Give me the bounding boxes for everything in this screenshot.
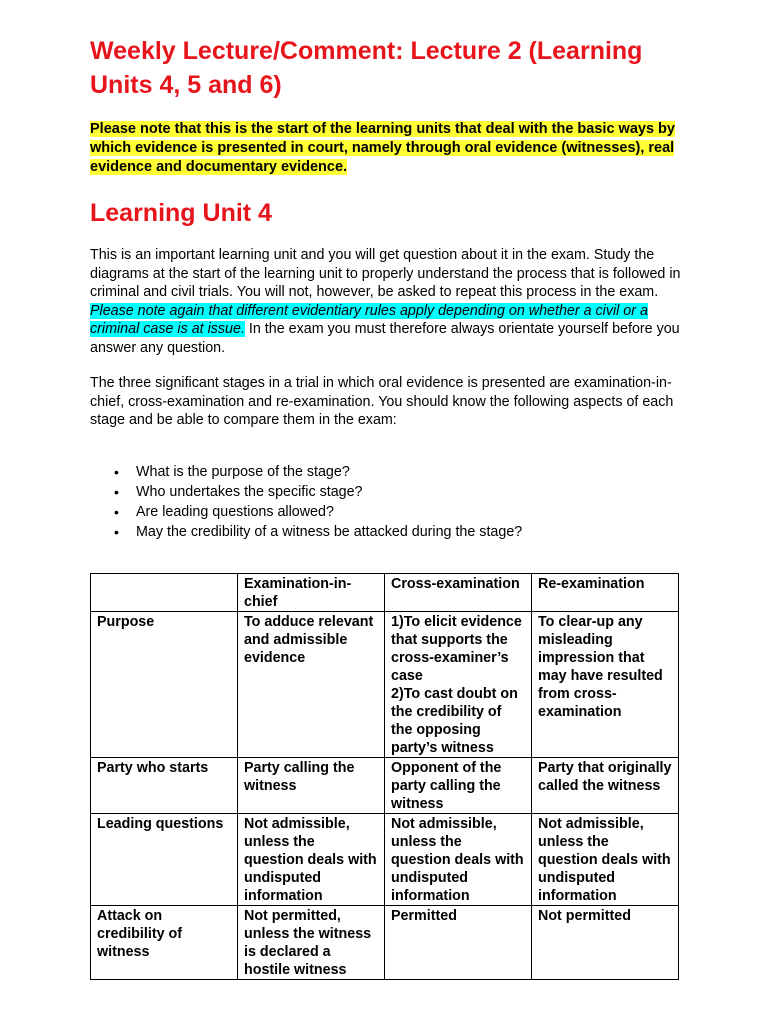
row-label: Leading questions (91, 814, 238, 906)
table-header-row (91, 574, 679, 612)
table-row (91, 758, 679, 814)
table-cell: To clear-up any misleading impression that may have resulted from cross-examination (532, 612, 679, 758)
table-cell: Party that originally called the witness (532, 758, 679, 814)
highlighted-note (90, 120, 720, 177)
stages-paragraph: The three significant stages in a trial in which oral evidence is presented are examination-in-chief, cross-examination and re-examination. You should know the following aspects of each stage and be able to compare them in the exam: (90, 375, 674, 428)
table-cell: To adduce relevant and admissible evidence (238, 612, 385, 758)
note-text: Please note that this is the start of the learning units that deal with the basic ways by which evidence is presented in court, namely through oral evidence (witnesses), real evidence and documentary evidence. (90, 121, 675, 175)
intro-text-a: This is an important learning unit and you will get question about it in the exam. Study the diagrams at the start of the learning unit to properly understand the process that is followed in criminal and civil trials. You will not, however, be asked to repeat this process in the exam. (90, 247, 681, 300)
table-cell: Permitted (385, 906, 532, 980)
header-cell: Re-examination (532, 574, 679, 612)
aspects-list (90, 462, 522, 542)
table-cell: Party calling the witness (238, 758, 385, 814)
table-row (91, 612, 679, 758)
list-item: • Are leading questions allowed? (114, 504, 334, 520)
table-cell: Not admissible, unless the question deals with undisputed information (532, 814, 679, 906)
comparison-table (90, 573, 679, 980)
list-item: • What is the purpose of the stage? (114, 464, 350, 480)
list-item: • May the credibility of a witness be attacked during the stage? (114, 524, 523, 540)
table-cell: Opponent of the party calling the witness (385, 758, 532, 814)
table-cell: Not admissible, unless the question deals with undisputed information (385, 814, 532, 906)
intro-paragraph (90, 246, 690, 357)
table-cell: Not permitted (532, 906, 679, 980)
document-title: Weekly Lecture/Comment: Lecture 2 (Learning Units 4, 5 and 6) (90, 37, 643, 99)
bullet-icon: • (114, 464, 119, 480)
row-label: Purpose (91, 612, 238, 758)
header-cell: Examination-in-chief (238, 574, 385, 612)
table-row (91, 814, 679, 906)
list-item: • Who undertakes the specific stage? (114, 484, 363, 500)
header-cell-empty (91, 574, 238, 612)
header-cell: Cross-examination (385, 574, 532, 612)
intro-highlight: Please note again that different evidentiary rules apply depending on whether a civil or a criminal case is at issue. (90, 302, 648, 337)
bullet-icon: • (114, 524, 119, 540)
table-cell: Not admissible, unless the question deals with undisputed information (238, 814, 385, 906)
table-row (91, 906, 679, 980)
table-cell: Not permitted, unless the witness is declared a hostile witness (238, 906, 385, 980)
row-label: Attack on credibility of witness (91, 906, 238, 980)
row-label: Party who starts (91, 758, 238, 814)
table-cell: 1)To elicit evidence that supports the cross-examiner’s case 2)To cast doubt on the credibility of the opposing party’s witness (385, 612, 532, 758)
intro-text-b: In the exam you must therefore always orientate yourself before you answer any question. (90, 321, 680, 356)
section-heading: Learning Unit 4 (90, 199, 272, 227)
bullet-icon: • (114, 484, 119, 500)
bullet-icon: • (114, 504, 119, 520)
